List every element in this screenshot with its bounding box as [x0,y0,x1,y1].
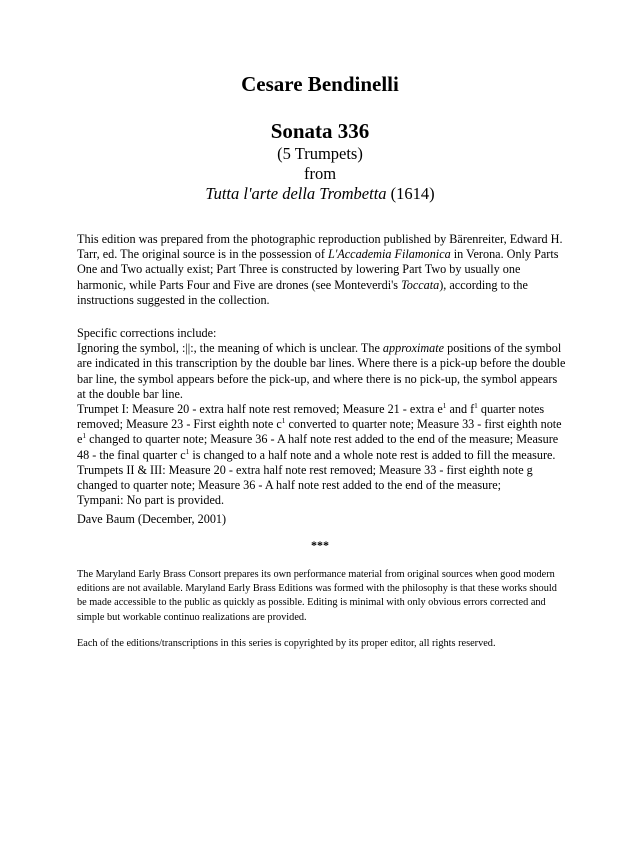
tympani-note: Tympani: No part is provided. [77,493,225,508]
source-title [0,184,640,204]
t1-text-d: converted to quarter note; Measure 33 - first eighth note e [77,417,562,447]
t1-text-f: is changed to a half note and a whole note rest is added to fill the measure. [189,447,556,462]
t1-sup-4: 1 [82,431,87,441]
t1-text-b: and f [446,402,475,417]
corrections-heading: Specific corrections include: [77,326,217,340]
source-title-italic: Tutta l'arte della Trombetta [205,184,387,203]
t1-sup-5: 1 [185,446,190,456]
trumpet-1-corrections [77,402,567,463]
section-separator: *** [311,538,329,552]
intro-italic-2: Toccata [401,277,440,292]
intro-text-3: ), according to the instructions suggested in the collection. [77,277,528,307]
t1-text-e: changed to quarter note; Measure 36 - A half note rest added to the end of the measure; Measure 48 - the final quarter c [77,432,559,462]
intro-text-1: This edition was prepared from the photographic reproduction published by Bärenreiter, Edward H. Tarr, ed. The original source is in the possession of [77,232,563,262]
piece-subtitle: (5 Trumpets) [277,144,363,163]
ignoring-symbol-note [77,341,567,402]
intro-italic-1: L'Accademia Filamonica [327,247,451,262]
corrections-section [77,326,567,508]
t1-sup-2: 1 [474,400,478,410]
intro-text-2: in Verona. Only Parts One and Two actually exist; Part Three is constructed by lowering Part Two by usually one harmonic, while Parts Four and Five are drones (see Monteverdi's [77,247,559,292]
t1-sup-3: 1 [281,416,286,426]
ignoring-text-1: Ignoring the symbol, :||:, the meaning of which is unclear. The [77,341,383,356]
source-year: (1614) [390,184,435,203]
t1-text-c: quarter notes removed; Measure 23 - First eighth note c [77,402,545,432]
mebc-statement: The Maryland Early Brass Consort prepares its own performance material from original sources when good modern editions are not available. Maryland Early Brass Editions was formed with the philosophy is that these works should be made accessible to the public as quickly as possible. Editing is minimal with only obvious errors corrected and simple but workable continuo realizations are provided. [77,569,557,623]
copyright-notice: Each of the editions/transcriptions in this series is copyrighted by its proper editor, all rights reserved. [77,638,496,649]
ignoring-italic: approximate [382,341,445,356]
t1-sup-1: 1 [442,400,447,410]
trumpets-2-3-corrections: Trumpets II & III: Measure 20 - extra half note rest removed; Measure 33 - first eighth note g changed to quarter note; Measure 36 - A half note rest added to the end of the measure; [77,462,533,493]
editor-signature: Dave Baum (December, 2001) [77,512,227,526]
ignoring-text-2: positions of the symbol are indicated in this transcription by the double bar lines. Where there is a pick-up before the double bar line, the symbol appears before the pick-up, and where there is no pick-up, the symbol appears at the double bar line. [77,341,566,401]
from-label: from [303,164,337,183]
t1-text-a: Trumpet I: Measure 20 - extra half note rest removed; Measure 21 - extra e [77,402,443,417]
piece-title: Sonata 336 [270,119,370,143]
composer-name: Cesare Bendinelli [241,72,399,96]
intro-paragraph [77,232,567,308]
